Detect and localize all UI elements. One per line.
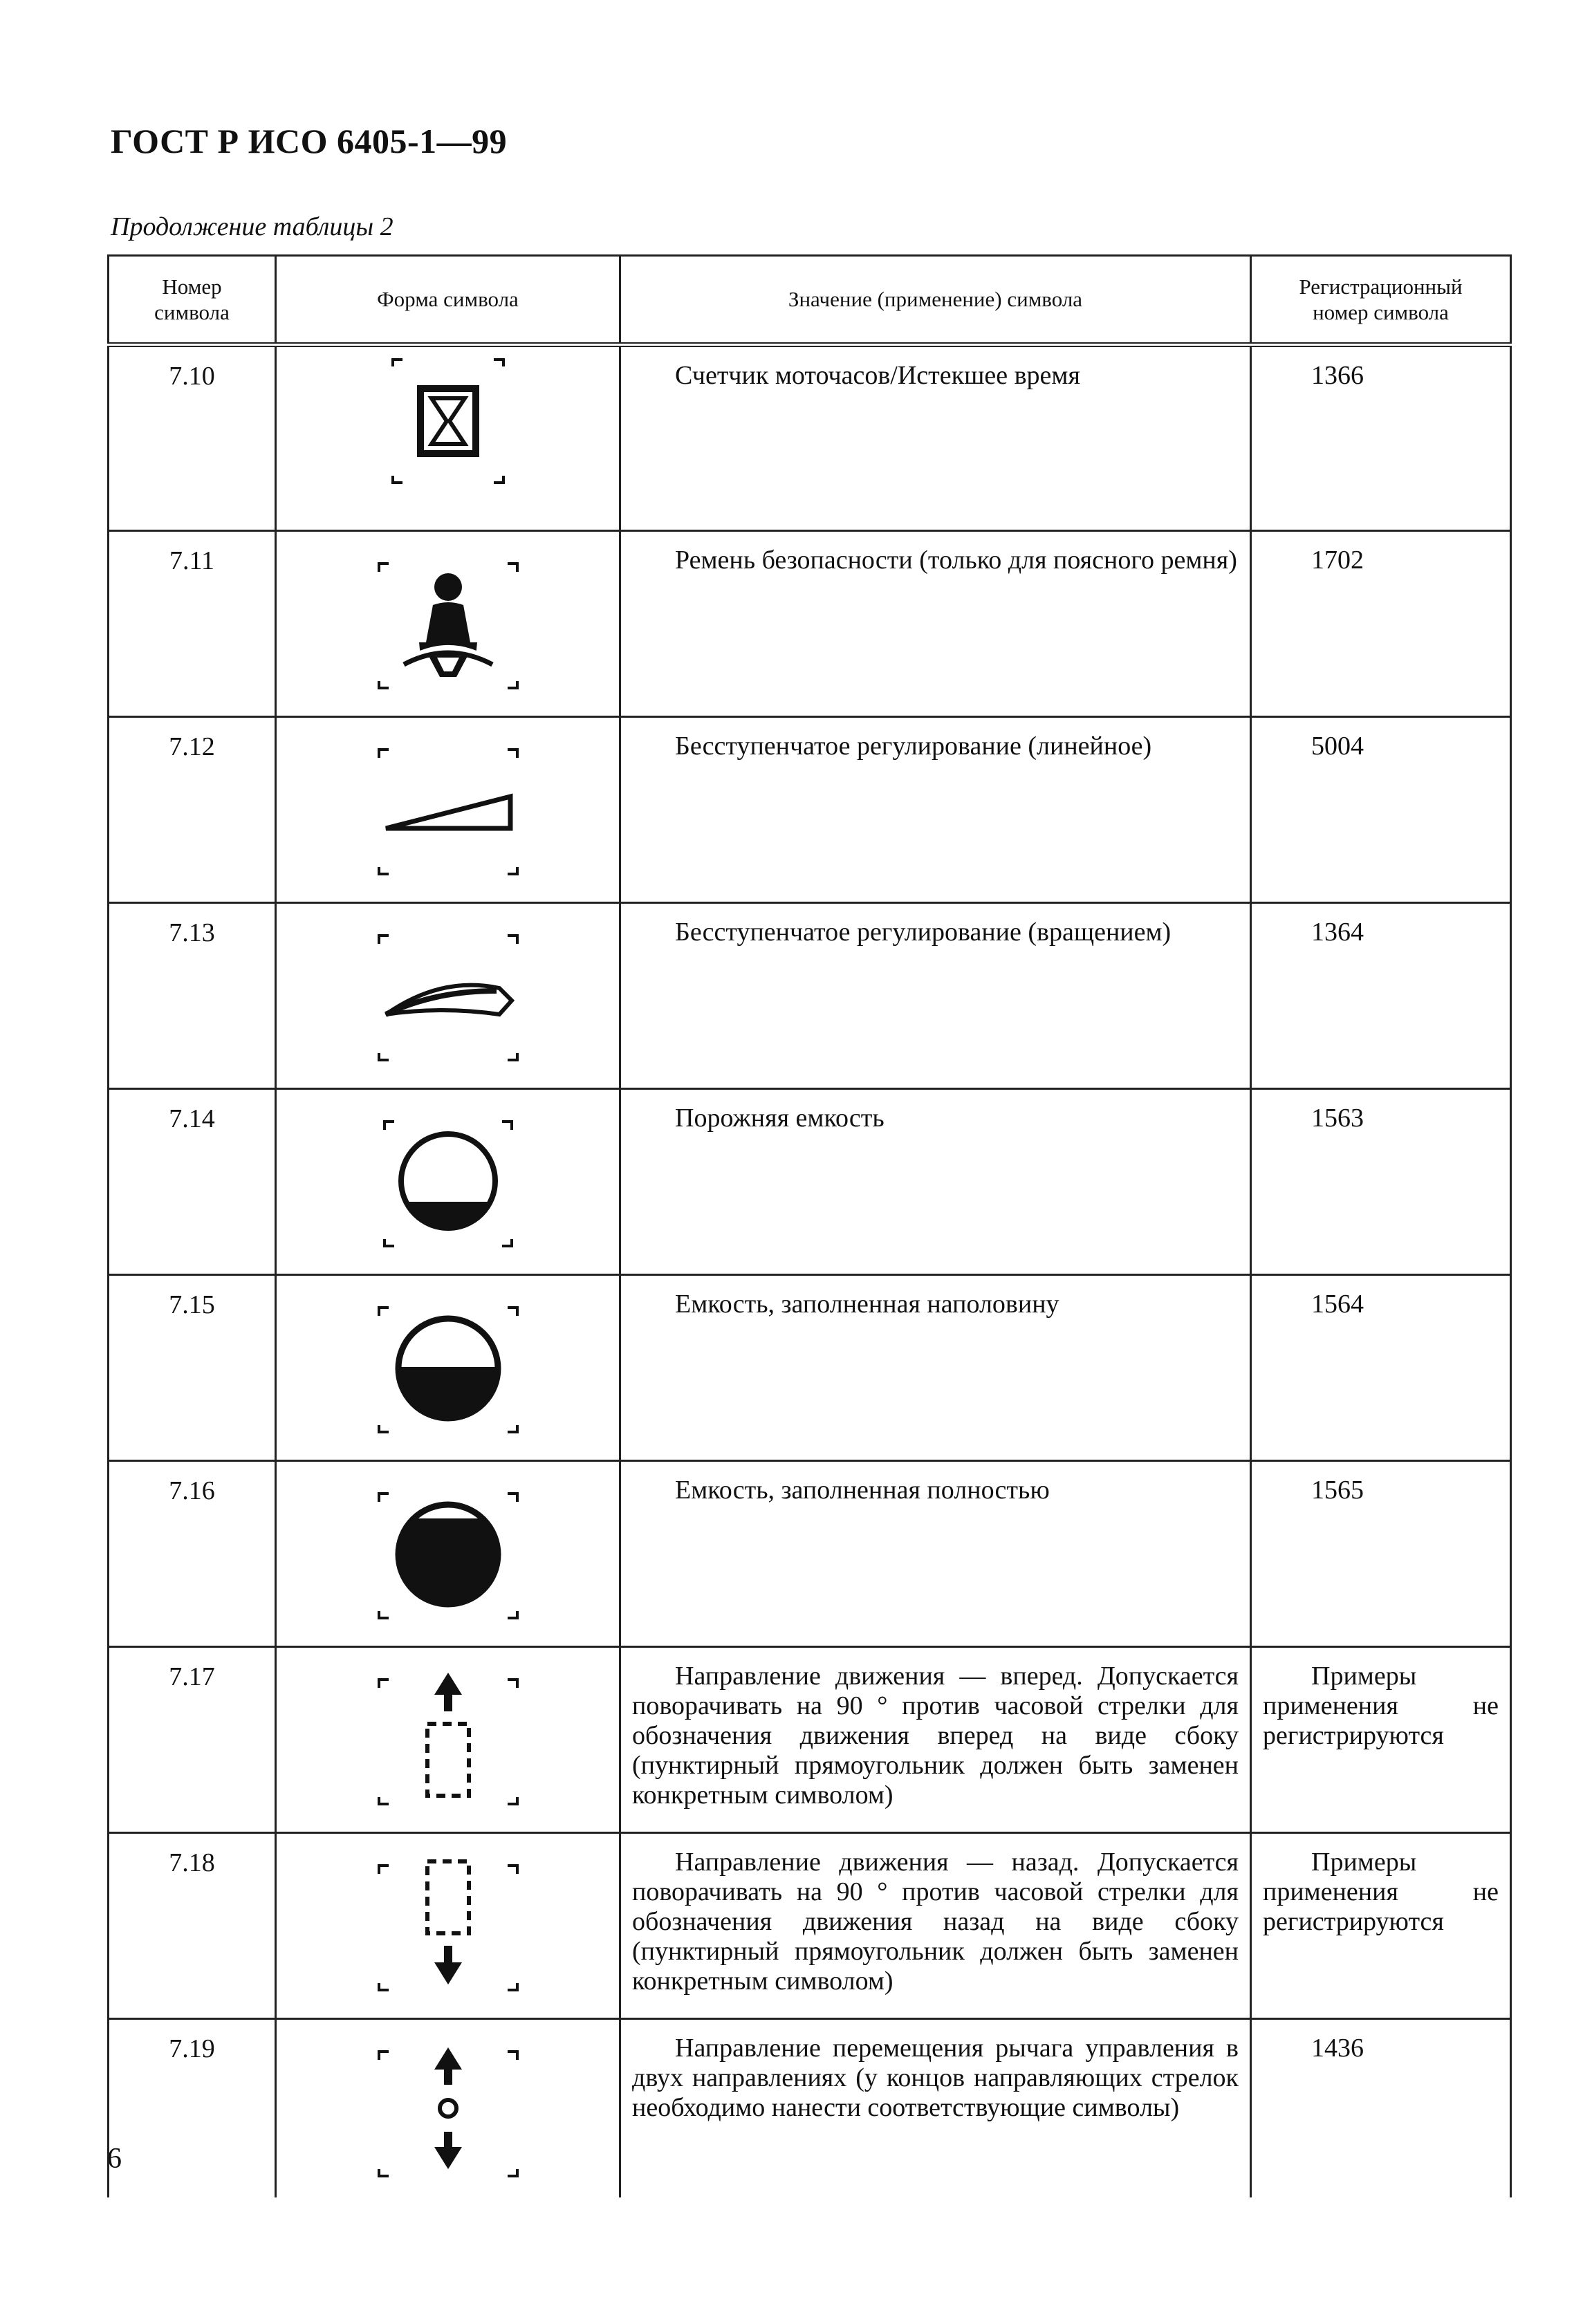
symbol-meaning: Направление движения — назад. Допускается поворачивать на 90 ° против часовой стрелки для обозначения движения назад на виде сбоку (пунктирный прямоугольник должен быть заменен конкретным символом) — [620, 1833, 1251, 2019]
symbol-form — [276, 345, 620, 531]
symbol-form — [276, 1275, 620, 1461]
reg-number-value: 1702 — [1311, 546, 1364, 575]
symbol-meaning: Емкость, заполненная наполовину — [620, 1275, 1251, 1461]
table-header-row — [109, 256, 1511, 345]
symbol-meaning: Бесступенчатое регулирование (линейное) — [620, 717, 1251, 903]
table-row — [109, 1647, 1511, 1833]
symbol-meaning: Порожняя емкость — [620, 1089, 1251, 1275]
symbol-reg-number: Примеры применения не регистрируются — [1251, 1647, 1511, 1833]
symbol-reg-number: Примеры применения не регистрируются — [1251, 1833, 1511, 2019]
column-header-meaning: Значение (применение) символа — [620, 256, 1251, 345]
table-row — [109, 717, 1511, 903]
symbol-form — [276, 717, 620, 903]
table-row — [109, 1461, 1511, 1647]
symbol-form — [276, 1647, 620, 1833]
symbol-number: 7.13 — [109, 903, 276, 1089]
symbol-reg-number — [1251, 1089, 1511, 1275]
direction-forward-icon — [365, 1655, 531, 1814]
symbol-number: 7.11 — [109, 531, 276, 717]
symbol-number: 7.15 — [109, 1275, 276, 1461]
symbol-number: 7.19 — [109, 2019, 276, 2197]
symbol-meaning: Направление движения — вперед. Допускается поворачивать на 90 ° против часовой стрелки для обозначения движения вперед на виде сбоку (пунктирный прямоугольник должен быть заменен конкретным символом) — [620, 1647, 1251, 1833]
reg-number-value: 1366 — [1311, 361, 1364, 390]
symbol-form — [276, 2019, 620, 2197]
symbol-form — [276, 903, 620, 1089]
tank-half-icon — [365, 1283, 531, 1442]
table-row — [109, 1833, 1511, 2019]
table-row — [109, 1275, 1511, 1461]
seat-belt-icon — [365, 539, 531, 698]
lever-two-way-icon — [365, 2027, 531, 2186]
symbol-meaning: Направление перемещения рычага управления в двух направлениях (у концов направляющих стрелок необходимо нанести соответствующие символы) — [620, 2019, 1251, 2197]
reg-number-value: 1564 — [1311, 1290, 1364, 1319]
symbol-reg-number — [1251, 717, 1511, 903]
symbols-table — [107, 254, 1512, 2197]
table-caption: Продолжение таблицы 2 — [111, 212, 393, 241]
table-row — [109, 345, 1511, 531]
reg-number-value: 1565 — [1311, 1476, 1364, 1505]
tank-empty-icon — [365, 1097, 531, 1256]
column-header-form: Форма символа — [276, 256, 620, 345]
direction-backward-icon — [365, 1841, 531, 2000]
symbol-number: 7.16 — [109, 1461, 276, 1647]
symbol-number: 7.10 — [109, 345, 276, 531]
symbol-meaning: Счетчик моточасов/Истекшее время — [620, 345, 1251, 531]
symbol-meaning: Ремень безопасности (только для поясного ремня) — [620, 531, 1251, 717]
linear-adjust-icon — [365, 725, 531, 884]
symbol-reg-number — [1251, 531, 1511, 717]
symbol-form — [276, 1089, 620, 1275]
reg-number-value: 1436 — [1311, 2034, 1364, 2063]
tank-full-icon — [365, 1469, 531, 1628]
hourglass-icon — [365, 354, 531, 492]
symbol-form — [276, 1461, 620, 1647]
reg-number-value: 1563 — [1311, 1104, 1364, 1133]
symbol-reg-number — [1251, 1275, 1511, 1461]
reg-number-value: 1364 — [1311, 918, 1364, 947]
symbol-number: 7.18 — [109, 1833, 276, 2019]
symbol-reg-number — [1251, 2019, 1511, 2197]
symbol-reg-number — [1251, 1461, 1511, 1647]
symbol-form — [276, 1833, 620, 2019]
symbol-number: 7.14 — [109, 1089, 276, 1275]
symbol-form — [276, 531, 620, 717]
symbol-meaning: Емкость, заполненная полностью — [620, 1461, 1251, 1647]
symbol-number: 7.12 — [109, 717, 276, 903]
reg-number-value: 5004 — [1311, 732, 1364, 761]
column-header-number: Номер символа — [109, 256, 276, 345]
table-row — [109, 531, 1511, 717]
page-number: 6 — [107, 2143, 122, 2175]
symbol-number: 7.17 — [109, 1647, 276, 1833]
table-row — [109, 1089, 1511, 1275]
column-header-reg: Регистрационный номер символа — [1251, 256, 1511, 345]
document-header: ГОСТ Р ИСО 6405-1—99 — [111, 122, 508, 160]
table-row — [109, 2019, 1511, 2197]
table-row — [109, 903, 1511, 1089]
symbol-reg-number — [1251, 345, 1511, 531]
rotary-adjust-icon — [365, 911, 531, 1070]
symbol-reg-number — [1251, 903, 1511, 1089]
symbol-meaning: Бесступенчатое регулирование (вращением) — [620, 903, 1251, 1089]
